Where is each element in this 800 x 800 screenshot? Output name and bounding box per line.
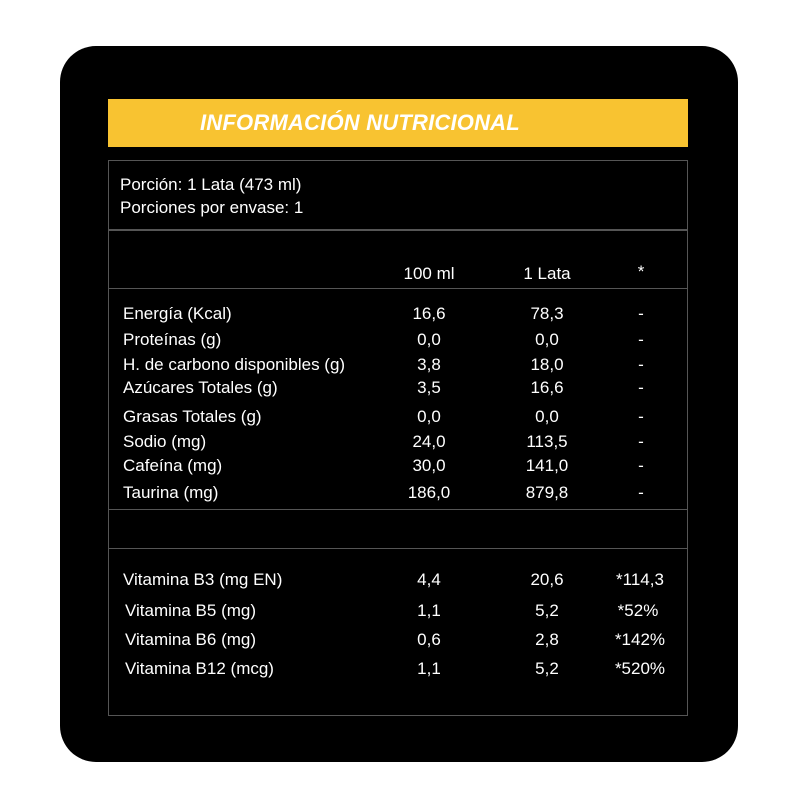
nutrient-name: Grasas Totales (g) <box>123 407 262 426</box>
value-per-100ml: 1,1 <box>417 601 441 620</box>
page-title: INFORMACIÓN NUTRICIONAL <box>200 110 520 135</box>
value-per-can: 0,0 <box>535 330 559 349</box>
nutrient-name: Energía (Kcal) <box>123 304 232 323</box>
portion-box <box>108 160 688 230</box>
daily-value: *52% <box>617 601 659 620</box>
value-per-100ml: 24,0 <box>412 432 446 451</box>
value-per-can: 113,5 <box>526 432 568 451</box>
servings-per-container: Porciones por envase: 1 <box>120 198 304 217</box>
daily-value: - <box>638 456 644 475</box>
value-per-can: 16,6 <box>530 378 564 397</box>
daily-value: - <box>638 355 644 374</box>
daily-value: - <box>638 378 644 397</box>
daily-value: - <box>638 432 644 451</box>
nutrient-name: H. de carbono disponibles (g) <box>123 355 346 374</box>
value-per-100ml: 0,0 <box>417 407 441 426</box>
value-per-100ml: 186,0 <box>407 483 451 502</box>
value-per-can: 78,3 <box>530 304 564 323</box>
nutrient-name: Cafeína (mg) <box>123 456 223 475</box>
column-header-daily-value: * <box>637 262 645 281</box>
daily-value: *142% <box>614 630 666 649</box>
nutrient-name: Vitamina B12 (mcg) <box>125 659 274 678</box>
value-per-can: 0,0 <box>535 407 559 426</box>
daily-value: - <box>638 330 644 349</box>
daily-value: - <box>638 407 644 426</box>
value-per-100ml: 30,0 <box>412 456 446 475</box>
nutrient-name: Vitamina B6 (mg) <box>125 630 257 649</box>
value-per-100ml: 3,8 <box>417 355 441 374</box>
nutrient-name: Azúcares Totales (g) <box>123 378 278 397</box>
nutrient-name: Taurina (mg) <box>123 483 219 502</box>
nutrient-name: Proteínas (g) <box>123 330 222 349</box>
value-per-can: 20,6 <box>530 570 564 589</box>
nutrient-name: Vitamina B5 (mg) <box>125 601 257 620</box>
header-divider <box>108 288 688 289</box>
value-per-can: 879,8 <box>525 483 569 502</box>
value-per-100ml: 16,6 <box>412 304 446 323</box>
value-per-can: 2,8 <box>535 630 559 649</box>
value-per-100ml: 0,0 <box>417 330 441 349</box>
daily-value: - <box>638 483 644 502</box>
daily-value: *114,3 <box>616 570 664 589</box>
column-header-100ml: 100 ml <box>403 264 455 283</box>
value-per-can: 5,2 <box>535 601 559 620</box>
title-banner <box>108 99 688 147</box>
value-per-can: 18,0 <box>530 355 564 374</box>
portion-size: Porción: 1 Lata (473 ml) <box>120 175 302 194</box>
value-per-100ml: 4,4 <box>417 570 441 589</box>
value-per-100ml: 1,1 <box>417 659 441 678</box>
column-header-can: 1 Lata <box>523 264 571 283</box>
nutrients-divider <box>108 509 688 510</box>
value-per-100ml: 0,6 <box>417 630 441 649</box>
daily-value: - <box>638 304 644 323</box>
nutrient-name: Sodio (mg) <box>123 432 207 451</box>
value-per-can: 5,2 <box>535 659 559 678</box>
value-per-100ml: 3,5 <box>417 378 441 397</box>
value-per-can: 141,0 <box>525 456 569 475</box>
vitamins-divider <box>108 548 688 549</box>
daily-value: *520% <box>614 659 666 678</box>
nutrient-name: Vitamina B3 (mg EN) <box>123 570 283 589</box>
